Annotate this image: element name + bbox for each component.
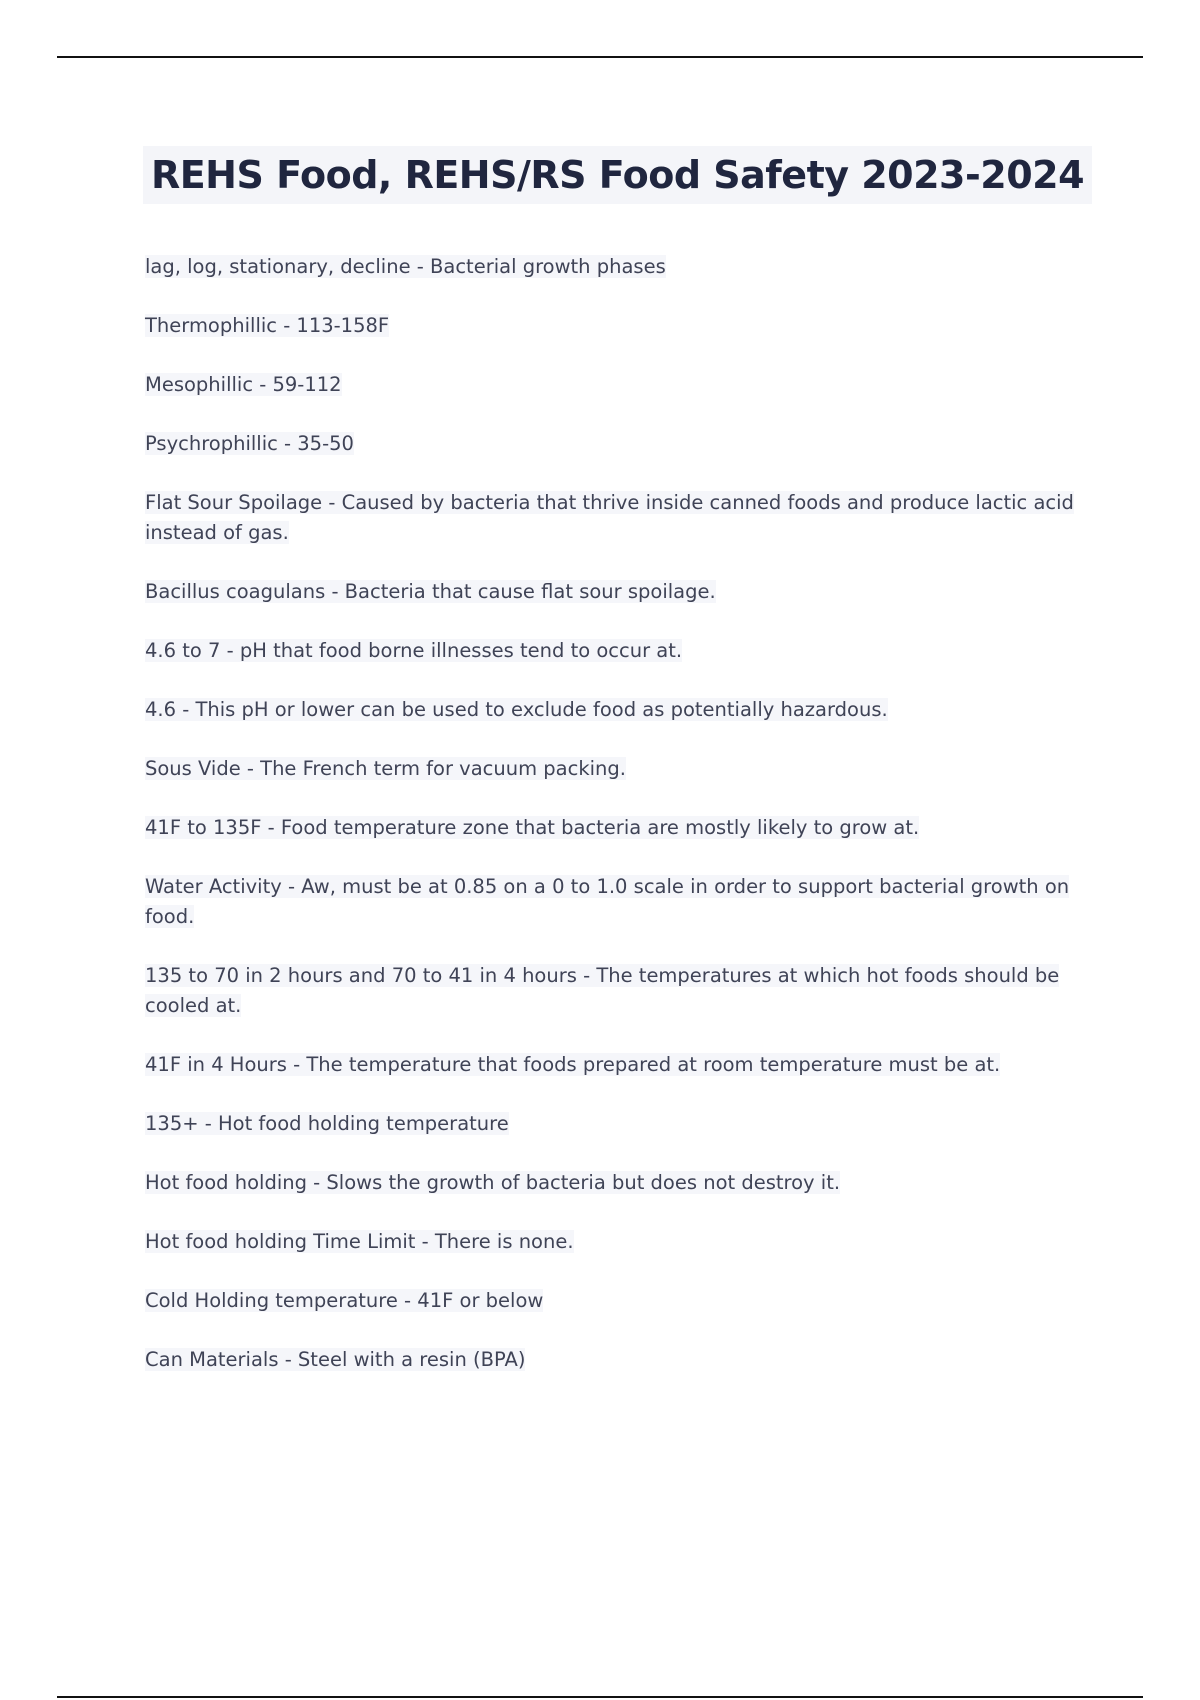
list-item <box>145 961 1085 1021</box>
list-item <box>145 1227 1085 1257</box>
entry-text: 41F in 4 Hours - The temperature that foods prepared at room temperature must be at. <box>145 1053 1001 1076</box>
entry-text: Sous Vide - The French term for vacuum packing. <box>145 757 626 780</box>
list-item <box>145 636 1085 666</box>
entry-text: Bacillus coagulans - Bacteria that cause flat sour spoilage. <box>145 580 716 603</box>
list-item <box>145 429 1085 459</box>
list-item <box>145 1109 1085 1139</box>
list-item <box>145 577 1085 607</box>
entry-text: Hot food holding - Slows the growth of bacteria but does not destroy it. <box>145 1171 841 1194</box>
entry-text: Mesophillic - 59-112 <box>145 373 342 396</box>
list-item <box>145 754 1085 784</box>
entry-text: 4.6 - This pH or lower can be used to exclude food as potentially hazardous. <box>145 698 888 721</box>
list-item <box>145 695 1085 725</box>
list-item <box>145 488 1085 548</box>
entry-text: Thermophillic - 113-158F <box>145 314 390 337</box>
document-title: REHS Food, REHS/RS Food Safety 2023-2024 <box>150 153 1085 197</box>
entry-text: Cold Holding temperature - 41F or below <box>145 1289 544 1312</box>
list-item <box>145 1286 1085 1316</box>
entry-text: Can Materials - Steel with a resin (BPA) <box>145 1348 526 1371</box>
entry-text: 4.6 to 7 - pH that food borne illnesses tend to occur at. <box>145 639 683 662</box>
title-banner <box>143 146 1092 204</box>
list-item <box>145 252 1085 282</box>
list-item <box>145 872 1085 932</box>
list-item <box>145 1345 1085 1375</box>
entry-text: lag, log, stationary, decline - Bacterial growth phases <box>145 255 666 278</box>
list-item <box>145 1050 1085 1080</box>
entry-text: 135 to 70 in 2 hours and 70 to 41 in 4 hours - The temperatures at which hot foods should be cooled at. <box>145 964 1060 1017</box>
entry-text: Water Activity - Aw, must be at 0.85 on a 0 to 1.0 scale in order to support bacterial growth on food. <box>145 875 1070 928</box>
entry-text: 135+ - Hot food holding temperature <box>145 1112 509 1135</box>
entry-text: Hot food holding Time Limit - There is none. <box>145 1230 574 1253</box>
list-item <box>145 1168 1085 1198</box>
entry-list <box>145 252 1085 1404</box>
list-item <box>145 370 1085 400</box>
entry-text: Psychrophillic - 35-50 <box>145 432 354 455</box>
list-item <box>145 311 1085 341</box>
list-item <box>145 813 1085 843</box>
top-rule <box>57 56 1143 58</box>
entry-text: Flat Sour Spoilage - Caused by bacteria that thrive inside canned foods and produce lactic acid instead of gas. <box>145 491 1074 544</box>
bottom-rule <box>57 1696 1143 1698</box>
entry-text: 41F to 135F - Food temperature zone that bacteria are mostly likely to grow at. <box>145 816 920 839</box>
